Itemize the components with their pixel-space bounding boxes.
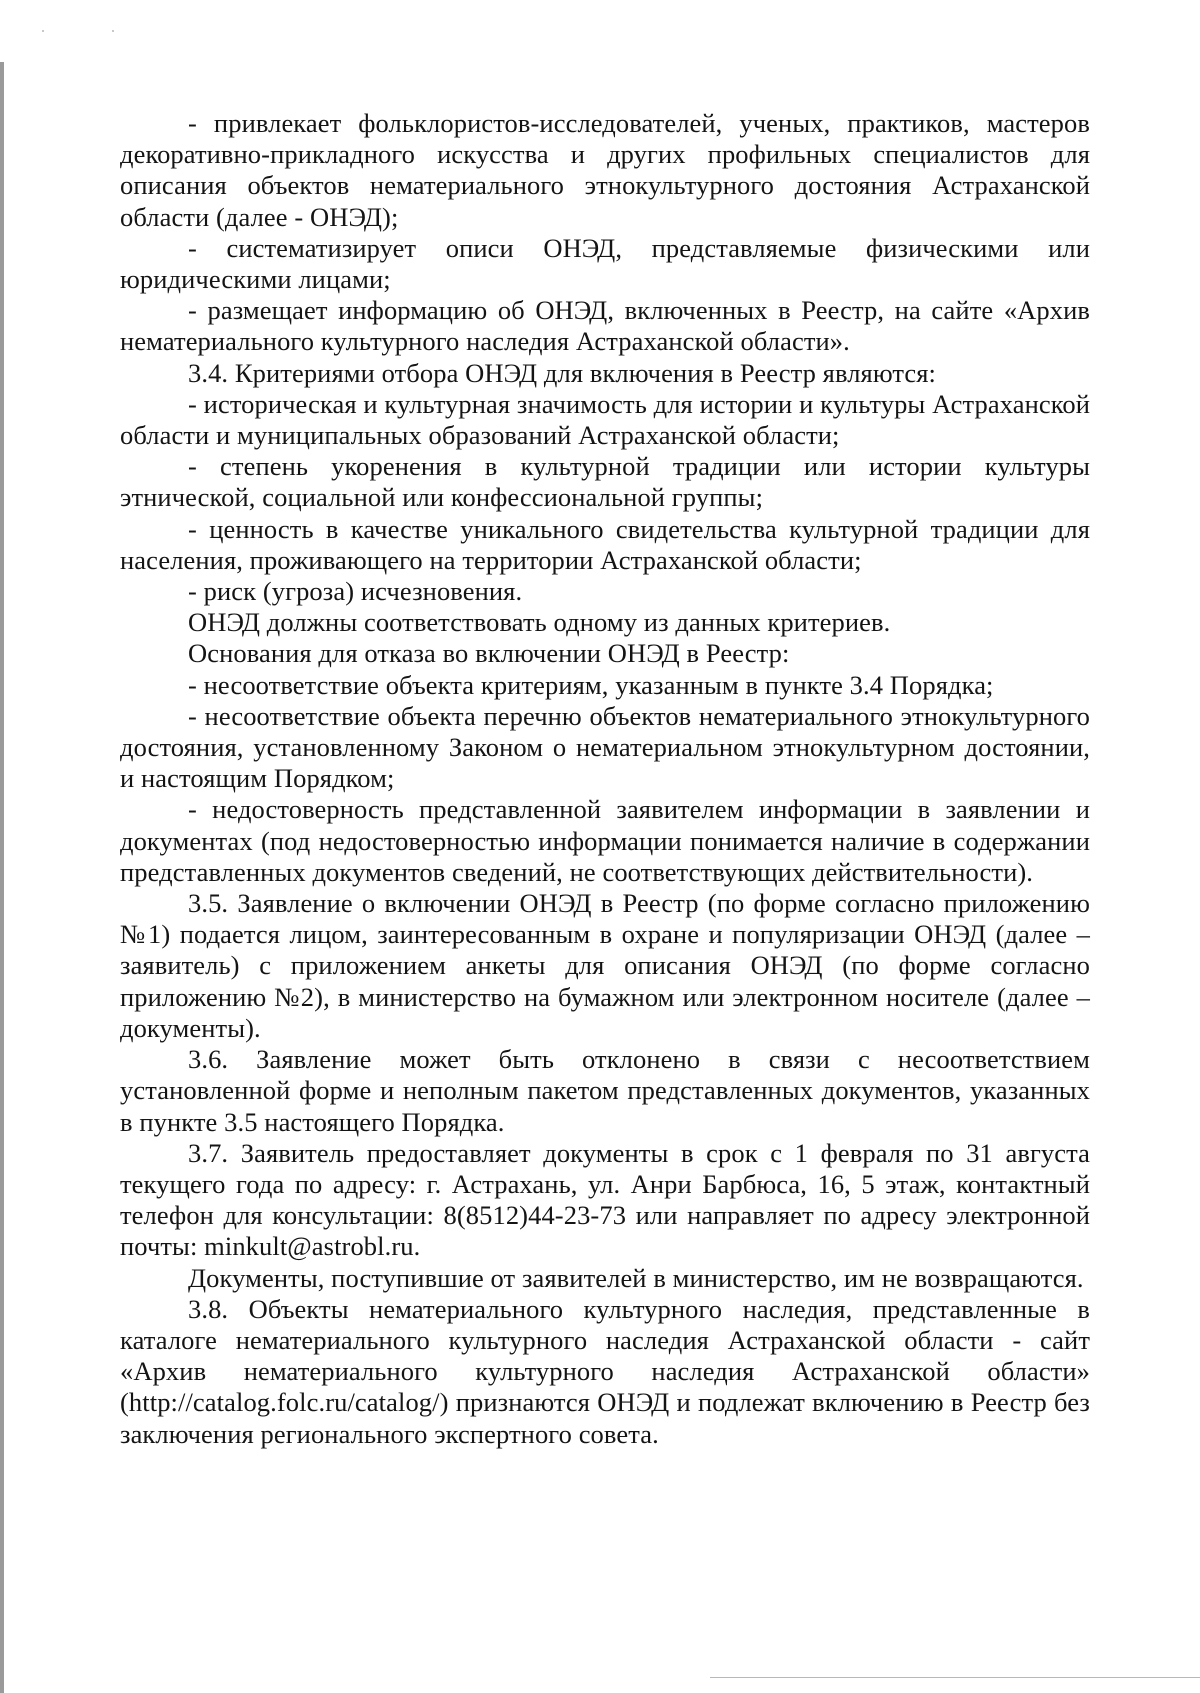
scan-left-edge [0,62,4,1693]
paragraph: - несоответствие объекта перечню объектов нематериального этнокультурного достояния, установленному Законом о нематериальном этнокультурном достоянии, и настоящим Порядком; [120,700,1090,794]
paragraph: 3.5. Заявление о включении ОНЭД в Реестр (по форме согласно приложению №1) подается лицом, заинтересованным в охране и популяризации ОНЭД (далее – заявитель) с приложением анкеты для описания ОНЭД (по форме согласно приложению №2), в министерство на бумажном или электронном носителе (далее – документы). [120,888,1090,1043]
paragraph: - степень укоренения в культурной традиции или истории культуры этнической, социальной или конфессиональной группы; [120,451,1090,513]
paragraph: ОНЭД должны соответствовать одному из данных критериев. [188,607,891,638]
scan-bottom-line [710,1677,1200,1678]
paragraph: - историческая и культурная значимость для истории и культуры Астраханской области и муниципальных образований Астраханской области; [120,388,1090,451]
paragraph: - недостоверность представленной заявителем информации в заявлении и документах (под недостоверностью информации понимается наличие в содержании представленных документов сведений, не соответствующих действительности). [120,794,1090,887]
paragraph: Документы, поступившие от заявителей в министерство, им не возвращаются. [188,1262,1084,1293]
paragraph: - несоответствие объекта критериям, указанным в пункте 3.4 Порядка; [188,669,994,700]
paragraph: 3.4. Критериями отбора ОНЭД для включения в Реестр являются: [188,357,936,388]
paragraph: Основания для отказа во включении ОНЭД в Реестр: [188,638,790,669]
document-body [120,108,1090,1450]
paragraph: - систематизирует описи ОНЭД, представляемые физическими или юридическими лицами; [120,232,1090,295]
paragraph: - ценность в качестве уникального свидетельства культурной традиции для населения, проживающего на территории Астраханской области; [120,513,1090,575]
paragraph: - привлекает фольклористов-исследователей, ученых, практиков, мастеров декоративно-прикладного искусства и других профильных специалистов для описания объектов нематериального этнокультурного достояния Астраханской области (далее - ОНЭД); [120,108,1090,232]
paragraph: 3.6. Заявление может быть отклонено в связи с несоответствием установленной форме и неполным пакетом представленных документов, указанных в пункте 3.5 настоящего Порядка. [120,1044,1090,1137]
paragraph: - размещает информацию об ОНЭД, включенных в Реестр, на сайте «Архив нематериального культурного наследия Астраханской области». [120,295,1090,357]
paragraph: 3.8. Объекты нематериального культурного наследия, представленные в каталоге нематериального культурного наследия Астраханской области - сайт «Архив нематериального культурного наследия Астраханской области» (http://catalog.folc.ru/catalog/) признаются ОНЭД и подлежат включению в Реестр без заключения регионального экспертного совета. [120,1293,1090,1449]
paragraph: 3.7. Заявитель предоставляет документы в срок с 1 февраля по 31 августа текущего года по адресу: г. Астрахань, ул. Анри Барбюса, 16, 5 этаж, контактный телефон для консультации: 8(8512)44-23-73 или направляет по адресу электронной почты: minkult@astrobl.ru. [120,1137,1090,1262]
paragraph: - риск (угроза) исчезновения. [188,576,523,607]
scan-speck [42,30,44,32]
scan-speck [112,30,114,32]
